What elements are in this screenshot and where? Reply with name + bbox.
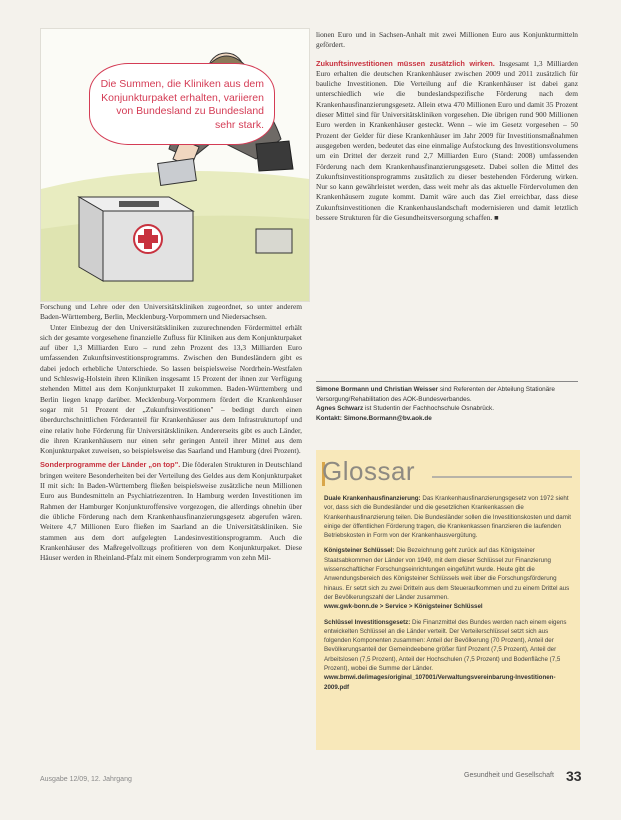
contact-label: Kontakt:	[316, 414, 342, 422]
heading-zukunftsinvestitionen: Zukunftsinvestitionen müssen zusätzlich wirken.	[316, 58, 495, 68]
contact-email[interactable]: Simone.Bormann@bv.aok.de	[343, 414, 432, 422]
author-contact	[316, 414, 578, 424]
illustration	[40, 28, 310, 302]
right-column	[316, 30, 578, 223]
left-paragraph-1: Forschung und Lehre oder den Universitätskliniken zugeordnet, so unter anderem Baden-Württemberg, Berlin, Mecklenburg-Vorpommern und Niedersachsen.	[40, 302, 302, 322]
heading-sonderprogramme: Sonderprogramme der Länder „on top".	[40, 460, 181, 470]
glossar-link[interactable]: www.gwk-bonn.de > Service > Königsteiner Schlüssel	[324, 603, 483, 611]
glossar-entry-1	[324, 494, 572, 540]
glossar-title: Glossar	[322, 456, 416, 486]
glossar-term: Duale Krankenhausfinanzierung:	[324, 495, 421, 502]
right-paragraph-2	[316, 59, 578, 224]
author-role-2: ist Studentin der Fachhochschule Osnabrück.	[365, 405, 494, 413]
glossar-entry-3	[324, 618, 572, 692]
footer-magazine-name: Gesundheit und Gesellschaft	[464, 772, 554, 779]
glossar-text: Die Bezeichnung geht zurück auf das Königsteiner Staatsabkommen der Länder von 1949, mit dem dieser Schlüssel zur Finanzierung wissenschaftlicher Forschungseinrichtungen eingeführt wurde. Heute gibt die Anwendungsbereich des Königsteiner Schlüssels weit über die Forschungsförderung hinaus. Er setzt sich zu zwei Dritteln aus dem Steueraufkommen und zu einem Drittel aus der Bevölkerungszahl der Länder zusammen.	[324, 547, 570, 601]
glossar-body	[324, 494, 572, 698]
glossar-rule	[432, 476, 572, 478]
author-names: Simone Bormann und Christian Weisser	[316, 386, 439, 393]
author-name-2: Agnes Schwarz	[316, 405, 364, 413]
page-number: 33	[566, 768, 582, 784]
left-paragraph-3-text: Die föderalen Strukturen in Deutschland bringen weitere Besonderheiten bei der Verteilung des Geldes aus dem Konjunkturpaket II mit sich: In Baden-Württemberg fließen beispielsweise zusätzliche neun Millionen Euro aus Bundesmitteln an Psychiatriezentren. In Hamburg werden Investitionen im Rahmen der Hamburger Konjunkturoffensive vorgezogen, die allerdings ohnehin über die übliche Förderung nach dem Krankenhausfinanzierungsgesetz abgerufen wären. Weitere 4,7 Millionen Euro fließen im Saarland an die Universitätskliniken. Sie stammen aus dem dort aufgelegten Landesinvestitionsprogramm. Auch die Krankenhäuser des Maßregelvollzugs profitieren von dem Konjunkturpaket. Diese Häuser werden in Rheinland-Pfalz mit einem Sonderprogramm von zehn Mil-	[40, 460, 302, 563]
right-paragraph-2-text: Insgesamt 1,3 Milliarden Euro erhalten die deutschen Krankenhäuser zwischen 2009 und 2011 zusätzlich für bauliche Investitionen. Die Verteilung auf die Krankenhäuser ist dabei ganz unterschiedlich wie die bundeslandspezifische Förderung nach dem Krankenhausfinanzierungsgesetz. Allein etwa 470 Millionen Euro und damit 35 Prozent dieser Mittel sind für Universitätskliniken vorgesehen. Die übrigen rund 900 Millionen Euro werden in Krankenhäuser gesteckt. Wenn – wie im Gesetz vorgesehen – 50 Prozent der Gelder für diese Krankenhäuser im Jahr 2009 für Investitionsmaßnahmen ausgegeben werden, bedeutet das eine einmalige Aufstockung des Investitionsvolumens um ein Drittel der derzeit rund 2,7 Milliarden Euro (Stand: 2008) umfassenden Förderung nach dem Krankenhausfinanzierungsgesetz. Dabei sollen die Mittel des Zukunftsinvestitionsprogramms zusätzlich zu dieser bestehenden Förderung wirken. Nur so kann gewährleistet werden, dass weit mehr als das aktuelle Fördervolumen den Krankenhäusern zugute kommt. Damit wäre auch das Ziel erreichbar, dass diese Zukunftsinvestitionen die Krankenhauslandschaft modernisieren und damit letztlich bessere Strukturen für die Gesundheitsversorgung schaffen. ■	[316, 58, 578, 223]
glossar-entry-2	[324, 546, 572, 611]
left-paragraph-3	[40, 460, 302, 563]
glossar-text: Die Finanzmittel des Bundes werden nach einem eigens entwickelten Schlüssel an die Länder verteilt. Der Verteilerschlüssel setzt sich aus folgenden Komponenten zusammen: Anteil der Bevölkerung (70 Prozent), Anteil der Bevölkerungsanteil der Gemeindeebene größer fünf Prozent (7,5 Prozent), Anteil der Arbeitslosen (7,5 Prozent), Anteil der Hochschulen (7,5 Prozent) und Bodenfläche (7,5 Prozent), wobei die Summe der Länder.	[324, 618, 567, 673]
glossar-link[interactable]: www.bmwi.de/images/original_107001/Verwaltungsvereinbarung-Investitionen-2009.pdf	[324, 674, 556, 691]
left-column	[40, 302, 302, 563]
speech-bubble: Die Summen, die Kliniken aus dem Konjunkturpaket erhalten, variieren von Bundesland zu Bundesland sehr stark.	[89, 63, 275, 145]
glossar-box	[316, 450, 580, 750]
author-info	[316, 381, 578, 423]
author-line-1	[316, 385, 578, 404]
left-paragraph-2: Unter Einbezug der den Universitätskliniken zuzurechnenden Fördermittel erhält sich der gesamte vorgesehene finanzielle Zufluss für Kliniken aus dem Konjunkturpaket auf über 1,3 Milliarden Euro – rund zehn Prozent des 13,3 Milliarden Euro umfassenden Zukunftsinvestitionsprogramms. Zwischen den Bundesländern gibt es dabei jedoch erhebliche Unterschiede. So lassen beispielsweise Nordrhein-Westfalen und Schleswig-Holstein ihren Kliniken insgesamt 15 Prozent der ihnen zur Verfügung stehenden Mittel aus dem Konjunkturpaket II zukommen. Baden-Württemberg und Berlin liegen knapp darüber. Mecklenburg-Vorpommern fördert die Krankenhäuser sogar mit 51 Prozent der „Zukunftsinvestitionen" – bedingt durch einen überdurchschnittlichen Förderanteil für Krankenhäuser aus dem Infrastrukturtopf und eine relativ hohe Förderung für Universitätskliniken. Andererseits gibt es auch Länder, die ihren Krankenhäusern nur einen sehr geringen Anteil ihrer Mittel aus dem Konjunkturpaket zuweisen, so beispielsweise das Saarland und Hamburg (drei Prozent).	[40, 322, 302, 456]
author-line-2	[316, 404, 578, 414]
glossar-term: Schlüssel Investitionsgesetz:	[324, 618, 411, 626]
glossar-text: Das Krankenhausfinanzierungsgesetz von 1972 sieht vor, dass sich die Bundesländer und die gesetzlichen Krankenkassen die Krankenhausfinanzierung teilen. Die Bundesländer sollen die Investitionskosten und damit einige der öffentlichen Förderung tragen, die Krankenkassen finanzieren die laufenden Betriebskosten in Form von der Krankenhausvergütung.	[324, 495, 571, 540]
glossar-term: Königsteiner Schlüssel:	[324, 547, 395, 555]
author-role: sind Referenten der Abteilung Stationäre Versorgung/Rehabilitation des AOK-Bundesverbandes.	[316, 386, 555, 403]
right-paragraph-1: lionen Euro und in Sachsen-Anhalt mit zwei Millionen Euro aus Konjunkturmitteln gefördert.	[316, 30, 578, 50]
footer-issue: Ausgabe 12/09, 12. Jahrgang	[40, 776, 132, 783]
